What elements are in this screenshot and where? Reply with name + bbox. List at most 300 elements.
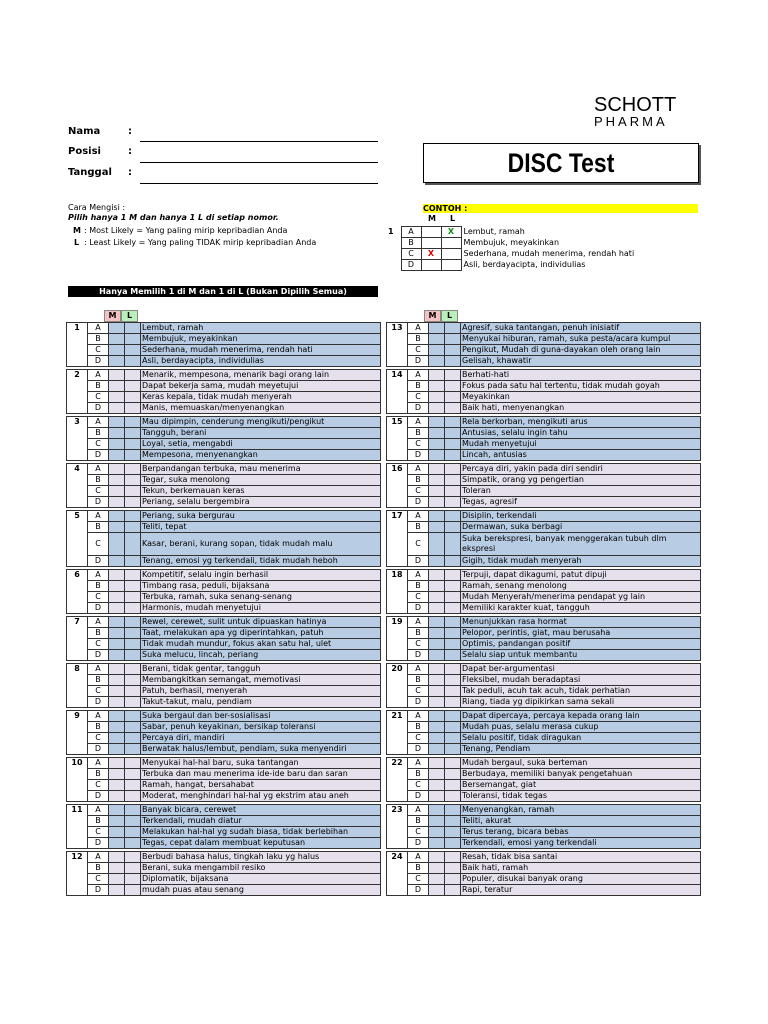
option-letter: D <box>408 791 429 802</box>
option-letter: D <box>88 497 109 508</box>
least-likely-checkbox[interactable] <box>125 392 141 403</box>
option-text: Rela berkorban, mengikuti arus <box>461 417 701 428</box>
example-option: Membujuk, meyakinkan <box>463 238 560 247</box>
least-likely-checkbox[interactable] <box>125 522 141 533</box>
least-likely-checkbox[interactable] <box>125 838 141 849</box>
least-likely-checkbox[interactable] <box>125 592 141 603</box>
least-likely-checkbox[interactable] <box>445 874 461 885</box>
option-text: Keras kepala, tidak mudah menyerah <box>141 392 381 403</box>
most-likely-checkbox[interactable] <box>429 769 445 780</box>
most-likely-checkbox[interactable] <box>109 381 125 392</box>
least-likely-checkbox[interactable] <box>445 628 461 639</box>
question-block <box>66 416 381 461</box>
most-likely-checkbox[interactable] <box>109 697 125 708</box>
question-block <box>66 463 381 508</box>
least-likely-checkbox[interactable] <box>125 885 141 896</box>
least-likely-checkbox[interactable] <box>445 522 461 533</box>
least-likely-checkbox[interactable] <box>125 345 141 356</box>
instructions-heading: Cara Mengisi : <box>68 203 126 212</box>
least-likely-checkbox[interactable] <box>445 345 461 356</box>
question-number: 22 <box>387 758 408 802</box>
most-likely-checkbox[interactable] <box>429 711 445 722</box>
least-likely-checkbox[interactable] <box>445 556 461 567</box>
least-likely-checkbox[interactable] <box>125 650 141 661</box>
most-likely-checkbox[interactable] <box>429 744 445 755</box>
most-likely-checkbox[interactable] <box>109 650 125 661</box>
most-likely-checkbox[interactable] <box>429 805 445 816</box>
example-letter: A <box>401 227 421 238</box>
option-letter: B <box>408 475 429 486</box>
option-row <box>67 417 381 428</box>
option-letter: D <box>88 403 109 414</box>
question-block <box>386 663 701 708</box>
least-likely-checkbox[interactable] <box>445 581 461 592</box>
least-likely-checkbox[interactable] <box>125 628 141 639</box>
most-likely-checkbox[interactable] <box>109 581 125 592</box>
least-likely-checkbox[interactable] <box>445 791 461 802</box>
most-likely-checkbox[interactable] <box>109 758 125 769</box>
least-likely-checkbox[interactable] <box>125 370 141 381</box>
least-likely-checkbox[interactable] <box>125 570 141 581</box>
most-likely-checkbox[interactable] <box>429 497 445 508</box>
most-likely-checkbox[interactable] <box>109 334 125 345</box>
least-likely-checkbox[interactable] <box>125 863 141 874</box>
most-likely-checkbox[interactable] <box>429 697 445 708</box>
option-row <box>67 592 381 603</box>
least-likely-checkbox[interactable] <box>125 780 141 791</box>
option-text: Berbudi bahasa halus, tingkah laku yg halus <box>141 852 381 863</box>
option-text: Memiliki karakter kuat, tangguh <box>461 603 701 614</box>
least-likely-checkbox[interactable] <box>445 486 461 497</box>
most-likely-checkbox[interactable] <box>429 603 445 614</box>
most-likely-checkbox[interactable] <box>429 639 445 650</box>
most-likely-checkbox[interactable] <box>429 885 445 896</box>
option-text: Berbudaya, memiliki banyak pengetahuan <box>461 769 701 780</box>
option-row <box>67 885 381 896</box>
most-likely-checkbox[interactable] <box>429 370 445 381</box>
most-likely-checkbox[interactable] <box>429 827 445 838</box>
option-letter: A <box>408 664 429 675</box>
most-likely-checkbox[interactable] <box>109 592 125 603</box>
least-likely-checkbox[interactable] <box>445 334 461 345</box>
least-likely-checkbox[interactable] <box>125 581 141 592</box>
least-likely-checkbox[interactable] <box>125 475 141 486</box>
most-likely-checkbox[interactable] <box>109 744 125 755</box>
least-likely-checkbox[interactable] <box>125 439 141 450</box>
most-likely-checkbox[interactable] <box>429 675 445 686</box>
most-likely-checkbox[interactable] <box>429 863 445 874</box>
most-likely-checkbox[interactable] <box>429 345 445 356</box>
option-text: Dermawan, suka berbagi <box>461 522 701 533</box>
least-likely-checkbox[interactable] <box>445 417 461 428</box>
option-text: Suka berekspresi, banyak menggerakan tubuh dlm ekspresi <box>461 533 701 556</box>
least-likely-checkbox[interactable] <box>125 733 141 744</box>
least-likely-checkbox[interactable] <box>445 511 461 522</box>
option-row <box>67 556 381 567</box>
least-likely-checkbox[interactable] <box>445 733 461 744</box>
most-likely-checkbox[interactable] <box>109 722 125 733</box>
most-likely-checkbox[interactable] <box>109 475 125 486</box>
question-block <box>66 710 381 755</box>
option-text: Dapat dipercaya, percaya kepada orang lain <box>461 711 701 722</box>
least-likely-checkbox[interactable] <box>125 381 141 392</box>
option-letter: D <box>88 838 109 849</box>
most-likely-checkbox[interactable] <box>429 874 445 885</box>
least-likely-checkbox[interactable] <box>445 675 461 686</box>
most-likely-checkbox[interactable] <box>109 827 125 838</box>
most-likely-checkbox[interactable] <box>429 686 445 697</box>
most-likely-checkbox[interactable] <box>429 356 445 367</box>
most-likely-checkbox[interactable] <box>109 450 125 461</box>
most-likely-checkbox[interactable] <box>109 556 125 567</box>
most-likely-checkbox[interactable] <box>109 428 125 439</box>
least-likely-checkbox[interactable] <box>445 650 461 661</box>
m-key: M <box>73 226 81 235</box>
least-likely-checkbox[interactable] <box>445 722 461 733</box>
most-likely-checkbox[interactable] <box>429 533 445 556</box>
most-likely-checkbox[interactable] <box>109 439 125 450</box>
most-likely-checkbox[interactable] <box>109 486 125 497</box>
most-likely-checkbox[interactable] <box>429 581 445 592</box>
tanggal-field[interactable] <box>140 183 378 184</box>
most-likely-checkbox[interactable] <box>429 323 445 334</box>
most-likely-checkbox[interactable] <box>429 486 445 497</box>
most-likely-checkbox[interactable] <box>429 334 445 345</box>
option-letter: C <box>408 733 429 744</box>
option-letter: C <box>408 874 429 885</box>
least-likely-checkbox[interactable] <box>125 617 141 628</box>
option-letter: A <box>88 617 109 628</box>
option-text: Toleran <box>461 486 701 497</box>
most-likely-checkbox[interactable] <box>429 403 445 414</box>
least-likely-checkbox[interactable] <box>445 403 461 414</box>
option-letter: D <box>88 450 109 461</box>
least-likely-checkbox[interactable] <box>125 556 141 567</box>
most-likely-checkbox[interactable] <box>109 711 125 722</box>
least-likely-checkbox[interactable] <box>125 791 141 802</box>
question-number: 23 <box>387 805 408 849</box>
option-row <box>67 511 381 522</box>
most-likely-checkbox[interactable] <box>109 816 125 827</box>
option-row <box>67 722 381 733</box>
most-likely-checkbox[interactable] <box>109 664 125 675</box>
least-likely-checkbox[interactable] <box>125 403 141 414</box>
least-likely-checkbox[interactable] <box>125 639 141 650</box>
most-likely-checkbox[interactable] <box>109 885 125 896</box>
least-likely-checkbox[interactable] <box>125 603 141 614</box>
nama-field[interactable] <box>140 141 378 142</box>
option-row <box>67 711 381 722</box>
option-row <box>67 733 381 744</box>
option-row <box>67 780 381 791</box>
least-likely-checkbox[interactable] <box>445 533 461 556</box>
least-likely-checkbox[interactable] <box>125 769 141 780</box>
least-likely-checkbox[interactable] <box>445 816 461 827</box>
most-likely-checkbox[interactable] <box>429 791 445 802</box>
least-likely-checkbox[interactable] <box>125 428 141 439</box>
most-likely-checkbox[interactable] <box>109 417 125 428</box>
least-likely-checkbox[interactable] <box>445 497 461 508</box>
option-text: Timbang rasa, peduli, bijaksana <box>141 581 381 592</box>
example-option: Asli, berdayacipta, individulias <box>463 260 586 269</box>
least-likely-checkbox[interactable] <box>445 323 461 334</box>
option-text: Pengikut, Mudah di guna-dayakan oleh orang lain <box>461 345 701 356</box>
most-likely-checkbox[interactable] <box>429 511 445 522</box>
most-likely-checkbox[interactable] <box>429 392 445 403</box>
most-likely-checkbox[interactable] <box>109 603 125 614</box>
most-likely-checkbox[interactable] <box>429 758 445 769</box>
most-likely-checkbox[interactable] <box>429 780 445 791</box>
most-likely-checkbox[interactable] <box>429 450 445 461</box>
option-row <box>67 392 381 403</box>
most-likely-checkbox[interactable] <box>109 852 125 863</box>
option-row <box>387 428 701 439</box>
option-row <box>387 617 701 628</box>
least-likely-checkbox[interactable] <box>125 417 141 428</box>
least-likely-checkbox[interactable] <box>125 816 141 827</box>
option-text: Gelisah, khawatir <box>461 356 701 367</box>
least-likely-checkbox[interactable] <box>445 570 461 581</box>
option-row <box>387 323 701 334</box>
most-likely-checkbox[interactable] <box>109 805 125 816</box>
most-likely-checkbox[interactable] <box>109 356 125 367</box>
schott-logo: SCHOTT <box>594 94 677 116</box>
least-likely-checkbox[interactable] <box>125 744 141 755</box>
option-text: Banyak bicara, cerewet <box>141 805 381 816</box>
least-likely-checkbox[interactable] <box>125 805 141 816</box>
option-row <box>387 581 701 592</box>
option-letter: A <box>408 370 429 381</box>
least-likely-checkbox[interactable] <box>445 686 461 697</box>
least-likely-checkbox[interactable] <box>445 885 461 896</box>
option-letter: C <box>88 874 109 885</box>
least-likely-checkbox[interactable] <box>445 838 461 849</box>
most-likely-checkbox[interactable] <box>429 650 445 661</box>
least-likely-checkbox[interactable] <box>445 863 461 874</box>
option-text: Tekun, berkemauan keras <box>141 486 381 497</box>
question-block <box>386 616 701 661</box>
option-row <box>67 617 381 628</box>
least-likely-checkbox[interactable] <box>445 852 461 863</box>
most-likely-checkbox[interactable] <box>109 323 125 334</box>
option-text: Membangkitkan semangat, memotivasi <box>141 675 381 686</box>
option-row <box>67 816 381 827</box>
option-letter: C <box>88 780 109 791</box>
least-likely-checkbox[interactable] <box>125 486 141 497</box>
least-likely-checkbox[interactable] <box>125 334 141 345</box>
option-letter: B <box>88 769 109 780</box>
least-likely-checkbox[interactable] <box>445 381 461 392</box>
most-likely-checkbox[interactable] <box>109 791 125 802</box>
most-likely-checkbox[interactable] <box>429 439 445 450</box>
option-text: Dapat ber-argumentasi <box>461 664 701 675</box>
most-likely-checkbox[interactable] <box>109 628 125 639</box>
most-likely-checkbox[interactable] <box>429 522 445 533</box>
least-likely-checkbox[interactable] <box>125 852 141 863</box>
option-letter: B <box>88 581 109 592</box>
question-block <box>66 369 381 414</box>
least-likely-checkbox[interactable] <box>125 664 141 675</box>
most-likely-checkbox[interactable] <box>429 464 445 475</box>
option-text: Percaya diri, mandiri <box>141 733 381 744</box>
most-likely-checkbox[interactable] <box>429 816 445 827</box>
least-likely-checkbox[interactable] <box>125 675 141 686</box>
option-row <box>387 522 701 533</box>
least-likely-checkbox[interactable] <box>125 711 141 722</box>
most-likely-checkbox[interactable] <box>109 403 125 414</box>
most-likely-checkbox[interactable] <box>429 475 445 486</box>
question-block <box>66 851 381 896</box>
most-likely-checkbox[interactable] <box>109 686 125 697</box>
option-letter: B <box>408 769 429 780</box>
least-likely-checkbox[interactable] <box>125 874 141 885</box>
least-likely-checkbox[interactable] <box>445 617 461 628</box>
most-likely-checkbox[interactable] <box>109 522 125 533</box>
most-likely-checkbox[interactable] <box>109 733 125 744</box>
most-likely-checkbox[interactable] <box>429 664 445 675</box>
most-likely-checkbox[interactable] <box>109 639 125 650</box>
option-text: Resah, tidak bisa santai <box>461 852 701 863</box>
option-row <box>67 769 381 780</box>
most-likely-checkbox[interactable] <box>109 675 125 686</box>
least-likely-checkbox[interactable] <box>125 697 141 708</box>
question-number: 6 <box>67 570 88 614</box>
most-likely-checkbox[interactable] <box>109 392 125 403</box>
option-letter: D <box>408 697 429 708</box>
option-text: Berani, suka mengambil resiko <box>141 863 381 874</box>
least-likely-checkbox[interactable] <box>445 392 461 403</box>
option-row <box>387 874 701 885</box>
least-likely-checkbox[interactable] <box>445 439 461 450</box>
option-row <box>387 570 701 581</box>
example-l-cell: X <box>441 227 461 238</box>
l-description: : Least Likely = Yang paling TIDAK mirip kepribadian Anda <box>84 238 317 247</box>
most-likely-checkbox[interactable] <box>109 874 125 885</box>
least-likely-checkbox[interactable] <box>445 639 461 650</box>
most-likely-checkbox[interactable] <box>109 838 125 849</box>
option-text: Suka melucu, lincah, periang <box>141 650 381 661</box>
most-likely-checkbox[interactable] <box>109 533 125 556</box>
least-likely-checkbox[interactable] <box>445 464 461 475</box>
most-likely-checkbox[interactable] <box>109 497 125 508</box>
question-number: 9 <box>67 711 88 755</box>
option-letter: C <box>88 486 109 497</box>
question-block <box>386 710 701 755</box>
least-likely-checkbox[interactable] <box>445 744 461 755</box>
option-row <box>67 639 381 650</box>
most-likely-checkbox[interactable] <box>429 852 445 863</box>
option-row <box>387 417 701 428</box>
least-likely-checkbox[interactable] <box>125 758 141 769</box>
least-likely-checkbox[interactable] <box>445 475 461 486</box>
least-likely-checkbox[interactable] <box>125 511 141 522</box>
option-row <box>67 650 381 661</box>
least-likely-checkbox[interactable] <box>445 711 461 722</box>
option-row <box>67 522 381 533</box>
least-likely-checkbox[interactable] <box>445 758 461 769</box>
question-number: 4 <box>67 464 88 508</box>
most-likely-checkbox[interactable] <box>109 370 125 381</box>
option-text: Simpatik, orang yg pengertian <box>461 475 701 486</box>
least-likely-checkbox[interactable] <box>445 356 461 367</box>
least-likely-checkbox[interactable] <box>445 370 461 381</box>
question-number: 16 <box>387 464 408 508</box>
most-likely-checkbox[interactable] <box>429 733 445 744</box>
question-number: 19 <box>387 617 408 661</box>
most-likely-checkbox[interactable] <box>109 345 125 356</box>
option-letter: B <box>88 381 109 392</box>
least-likely-checkbox[interactable] <box>125 686 141 697</box>
most-likely-checkbox[interactable] <box>429 722 445 733</box>
question-block <box>386 757 701 802</box>
least-likely-checkbox[interactable] <box>125 533 141 556</box>
option-letter: C <box>88 439 109 450</box>
option-text: Terbuka dan mau menerima ide-ide baru dan saran <box>141 769 381 780</box>
question-block <box>66 569 381 614</box>
least-likely-checkbox[interactable] <box>445 450 461 461</box>
option-row <box>387 486 701 497</box>
option-text: Selalu positif, tidak diragukan <box>461 733 701 744</box>
most-likely-checkbox[interactable] <box>429 592 445 603</box>
least-likely-checkbox[interactable] <box>445 664 461 675</box>
least-likely-checkbox[interactable] <box>445 780 461 791</box>
most-likely-checkbox[interactable] <box>429 628 445 639</box>
most-likely-checkbox[interactable] <box>429 381 445 392</box>
least-likely-checkbox[interactable] <box>445 592 461 603</box>
most-likely-checkbox[interactable] <box>109 863 125 874</box>
option-letter: B <box>408 675 429 686</box>
least-likely-checkbox[interactable] <box>445 805 461 816</box>
most-likely-checkbox[interactable] <box>429 417 445 428</box>
least-likely-checkbox[interactable] <box>125 827 141 838</box>
least-likely-checkbox[interactable] <box>445 697 461 708</box>
option-row <box>387 650 701 661</box>
option-row <box>387 403 701 414</box>
least-likely-checkbox[interactable] <box>125 722 141 733</box>
most-likely-checkbox[interactable] <box>109 511 125 522</box>
least-likely-checkbox[interactable] <box>125 497 141 508</box>
question-number: 24 <box>387 852 408 896</box>
most-likely-checkbox[interactable] <box>109 617 125 628</box>
option-row <box>387 439 701 450</box>
question-number: 3 <box>67 417 88 461</box>
most-likely-checkbox[interactable] <box>429 570 445 581</box>
most-likely-checkbox[interactable] <box>429 838 445 849</box>
option-text: Agresif, suka tantangan, penuh inisiatif <box>461 323 701 334</box>
least-likely-checkbox[interactable] <box>125 464 141 475</box>
least-likely-checkbox[interactable] <box>125 356 141 367</box>
least-likely-checkbox[interactable] <box>445 428 461 439</box>
option-text: Percaya diri, yakin pada diri sendiri <box>461 464 701 475</box>
least-likely-checkbox[interactable] <box>125 323 141 334</box>
most-likely-checkbox[interactable] <box>109 780 125 791</box>
posisi-field[interactable] <box>140 162 378 163</box>
most-likely-checkbox[interactable] <box>109 464 125 475</box>
option-row <box>67 863 381 874</box>
most-likely-checkbox[interactable] <box>109 570 125 581</box>
least-likely-checkbox[interactable] <box>445 827 461 838</box>
most-likely-checkbox[interactable] <box>429 556 445 567</box>
least-likely-checkbox[interactable] <box>125 450 141 461</box>
option-letter: C <box>88 733 109 744</box>
option-text: Takut-takut, malu, pendiam <box>141 697 381 708</box>
most-likely-checkbox[interactable] <box>109 769 125 780</box>
option-row <box>67 791 381 802</box>
most-likely-checkbox[interactable] <box>429 617 445 628</box>
least-likely-checkbox[interactable] <box>445 603 461 614</box>
most-likely-checkbox[interactable] <box>429 428 445 439</box>
least-likely-checkbox[interactable] <box>445 769 461 780</box>
